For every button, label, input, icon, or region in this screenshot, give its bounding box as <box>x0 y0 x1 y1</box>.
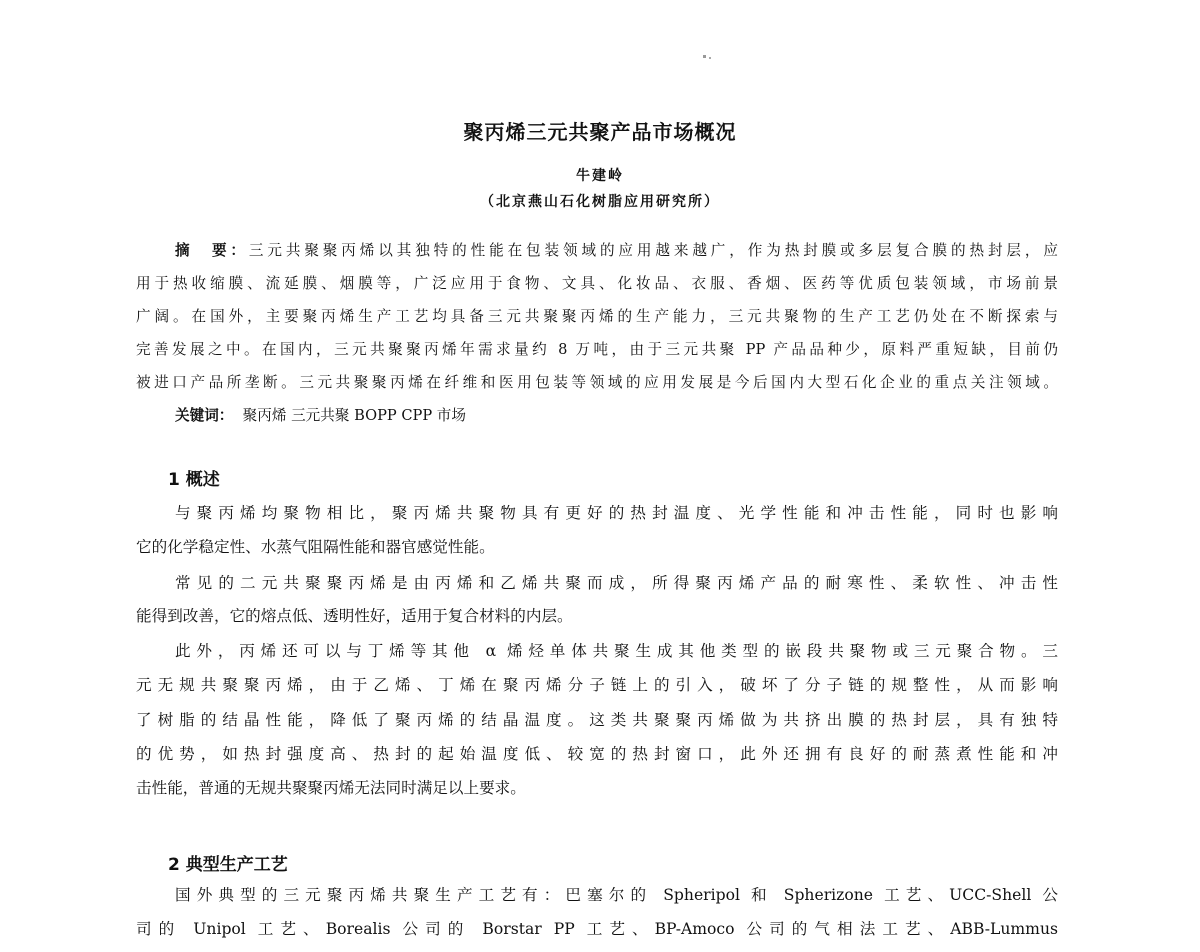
keywords-value: 聚丙烯 三元共聚 BOPP CPP 市场 <box>242 407 466 424</box>
abstract-line: 广阔。在国外，主要聚丙烯生产工艺均具备三元共聚聚丙烯的生产能力，三元共聚物的生产工艺仍处在不断探索与 <box>136 308 1058 325</box>
scan-artifact <box>703 55 706 58</box>
paper-title: 聚丙烯三元共聚产品市场概况 <box>463 120 737 144</box>
keywords <box>175 406 1058 426</box>
body-line: 击性能，普通的无规共聚聚丙烯无法同时满足以上要求。 <box>136 779 526 797</box>
section-heading: 2 典型生产工艺 <box>168 855 288 875</box>
author-name: 牛建岭 <box>576 168 624 184</box>
body-line: 能得到改善，它的熔点低、透明性好，适用于复合材料的内层。 <box>136 607 573 625</box>
body-line: 元无规共聚聚丙烯，由于乙烯、丁烯在聚丙烯分子链上的引入，破坏了分子链的规整性，从而影响 <box>136 676 1058 694</box>
abstract-line: 被进口产品所垄断。三元共聚聚丙烯在纤维和医用包装等领域的应用发展是今后国内大型石化企业的重点关注领域。 <box>136 374 1058 391</box>
body-line: 此外，丙烯还可以与丁烯等其他 α 烯烃单体共聚生成其他类型的嵌段共聚物或三元聚合物。三 <box>175 642 1058 660</box>
body-line: 它的化学稳定性、水蒸气阻隔性能和器官感觉性能。 <box>136 538 495 556</box>
body-line: 司的 Unipol 工艺、Borealis 公司的 Borstar PP 工艺、BP-Amoco 公司的气相法工艺、ABB-Lummus <box>136 920 1058 938</box>
scan-artifact <box>709 57 711 59</box>
author-affiliation: （北京燕山石化树脂应用研究所） <box>480 194 720 210</box>
abstract-line: 用于热收缩膜、流延膜、烟膜等，广泛应用于食物、文具、化妆品、衣服、香烟、医药等优质包装领域，市场前景 <box>136 275 1058 292</box>
body-line: 国外典型的三元聚丙烯共聚生产工艺有：巴塞尔的 Spheripol 和 Spherizone 工艺、UCC-Shell 公 <box>175 886 1058 904</box>
body-line: 了树脂的结晶性能，降低了聚丙烯的结晶温度。这类共聚聚丙烯做为共挤出膜的热封层，具有独特 <box>136 711 1058 729</box>
section-heading: 1 概述 <box>168 470 220 490</box>
keywords-label: 关键词： <box>175 407 234 424</box>
body-line: 常见的二元共聚聚丙烯是由丙烯和乙烯共聚而成，所得聚丙烯产品的耐寒性、柔软性、冲击性 <box>175 574 1058 592</box>
body-line: 与聚丙烯均聚物相比，聚丙烯共聚物具有更好的热封温度、光学性能和冲击性能，同时也影响 <box>175 504 1058 522</box>
abstract-line: 完善发展之中。在国内，三元共聚聚丙烯年需求量约 8 万吨，由于三元共聚 PP 产品品种少，原料严重短缺，目前仍 <box>136 341 1058 358</box>
abstract-line: 摘 要：三元共聚聚丙烯以其独特的性能在包装领域的应用越来越广，作为热封膜或多层复合膜的热封层，应 <box>175 242 1058 259</box>
abstract-label: 摘 要： <box>175 242 249 259</box>
body-line: 的优势，如热封强度高、热封的起始温度低、较宽的热封窗口，此外还拥有良好的耐蒸煮性能和冲 <box>136 745 1058 763</box>
